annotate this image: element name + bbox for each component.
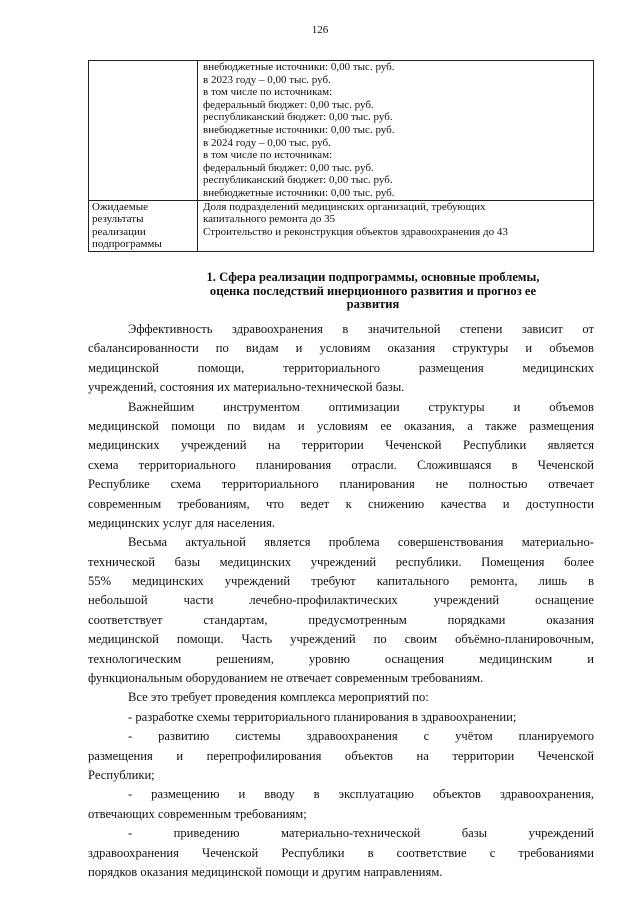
cell-line: республиканский бюджет: 0,00 тыс. руб. (203, 111, 393, 124)
page-number: 126 (311, 24, 329, 36)
table-cell-label (89, 61, 198, 201)
paragraph-line: технической базы медицинских учреждений республики. Помещения более (88, 554, 594, 569)
cell-line: внебюджетные источники: 0,00 тыс. руб. (203, 123, 395, 136)
paragraph-line: Эффективность здравоохранения в значительной степени зависит от (128, 322, 594, 336)
paragraph-line: Важнейшим инструментом оптимизации структуры и объемов (128, 399, 594, 414)
table-cell-label (89, 200, 198, 251)
cell-line: республиканский бюджет: 0,00 тыс. руб. (203, 174, 393, 187)
cell-line: в 2023 году – 0,00 тыс. руб. (203, 73, 331, 86)
paragraph-line: Все это требует проведения комплекса мероприятий по: (128, 690, 429, 705)
paragraph-line: медицинской помощи, территориального размещения медицинских (88, 360, 594, 375)
cell-line: внебюджетные источники: 0,00 тыс. руб. (203, 186, 395, 199)
heading-line: 1. Сфера реализации подпрограммы, основные проблемы, (206, 270, 540, 284)
paragraph-line: Республики; (88, 767, 155, 782)
table-cell-value (198, 61, 594, 201)
paragraph-line: учреждений, состояния их материально-технической базы. (88, 380, 405, 395)
body-text (88, 320, 594, 882)
paragraph-line: технологическим решениям, уровню оснащения медицинским и (88, 651, 594, 666)
paragraph-line: схема территориального планирования отрасли. Сложившаяся в Чеченской (88, 457, 594, 472)
cell-line: Строительство и реконструкция объектов здравоохранения до 43 (203, 225, 508, 238)
paragraph-line: медицинских услуг для населения. (88, 515, 276, 530)
paragraph-line: функциональным оборудованием не отвечает современным требованиям. (88, 671, 484, 686)
paragraph-line: - приведению материально-технической базы учреждений (128, 826, 594, 841)
paragraph-line: - размещению и вводу в эксплуатацию объектов здравоохранения, (128, 787, 594, 802)
paragraph-line: медицинской помощи. Часть учреждений по своим объёмно-планировочным, (88, 632, 594, 647)
cell-line: подпрограммы (92, 238, 162, 251)
paragraph-line: Республике схема территориального планирования не полностью отвечает (88, 477, 594, 492)
table-cell-value (198, 200, 594, 251)
paragraph-line: современным требованиям, что ведет к снижению качества и доступности (88, 496, 594, 511)
section-heading (150, 271, 596, 312)
heading-line: развития (346, 297, 400, 311)
cell-line: Ожидаемые (92, 200, 149, 213)
paragraph-line: - развитию системы здравоохранения с учётом планируемого (128, 729, 594, 744)
paragraph-line: размещения и перепрофилирования объектов на территории Чеченской (88, 748, 594, 763)
paragraph-line: соответствует стандартам, предусмотренным порядками оказания (88, 612, 594, 627)
cell-line: результаты (92, 213, 144, 226)
program-info-table (88, 60, 594, 252)
cell-line: в 2024 году – 0,00 тыс. руб. (203, 136, 331, 149)
paragraph-line: порядков оказания медицинской помощи и другим направлениям. (88, 864, 443, 879)
table-row (89, 200, 594, 251)
cell-line: внебюджетные источники: 0,00 тыс. руб. (203, 61, 395, 73)
cell-line: в том числе по источникам: (203, 149, 333, 162)
heading-line: оценка последствий инерционного развития и прогноз ее (209, 283, 537, 298)
paragraph-line: 55% медицинских учреждений требуют капитального ремонта, лишь в (88, 574, 594, 589)
cell-line: федеральный бюджет: 0,00 тыс. руб. (203, 161, 374, 174)
cell-line: в том числе по источникам: (203, 86, 333, 99)
paragraph-line: медицинских учреждений на территории Чеченской Республики является (88, 438, 594, 453)
cell-line: федеральный бюджет: 0,00 тыс. руб. (203, 98, 374, 111)
cell-line: Доля подразделений медицинских организаций, требующих (203, 200, 486, 213)
paragraph-line: сбалансированности по видам и условиям оказания структуры и объемов (88, 341, 594, 356)
paragraph-line: - разработке схемы территориального планирования в здравоохранении; (128, 709, 517, 724)
paragraph-line: небольшой части лечебно-профилактических учреждений оснащение (88, 593, 594, 608)
table-row (89, 61, 594, 201)
paragraph-line: Весьма актуальной является проблема совершенствования материально- (128, 535, 594, 550)
cell-line: реализации (92, 225, 146, 238)
paragraph-line: отвечающих современным требованиям; (88, 806, 307, 821)
cell-line: капитального ремонта до 35 (203, 213, 336, 226)
paragraph-line: медицинской помощи по видам и условиям ее оказания, а также размещения (88, 418, 594, 433)
paragraph-line: здравоохранения Чеченской Республики в соответствие с требованиями (88, 845, 594, 860)
